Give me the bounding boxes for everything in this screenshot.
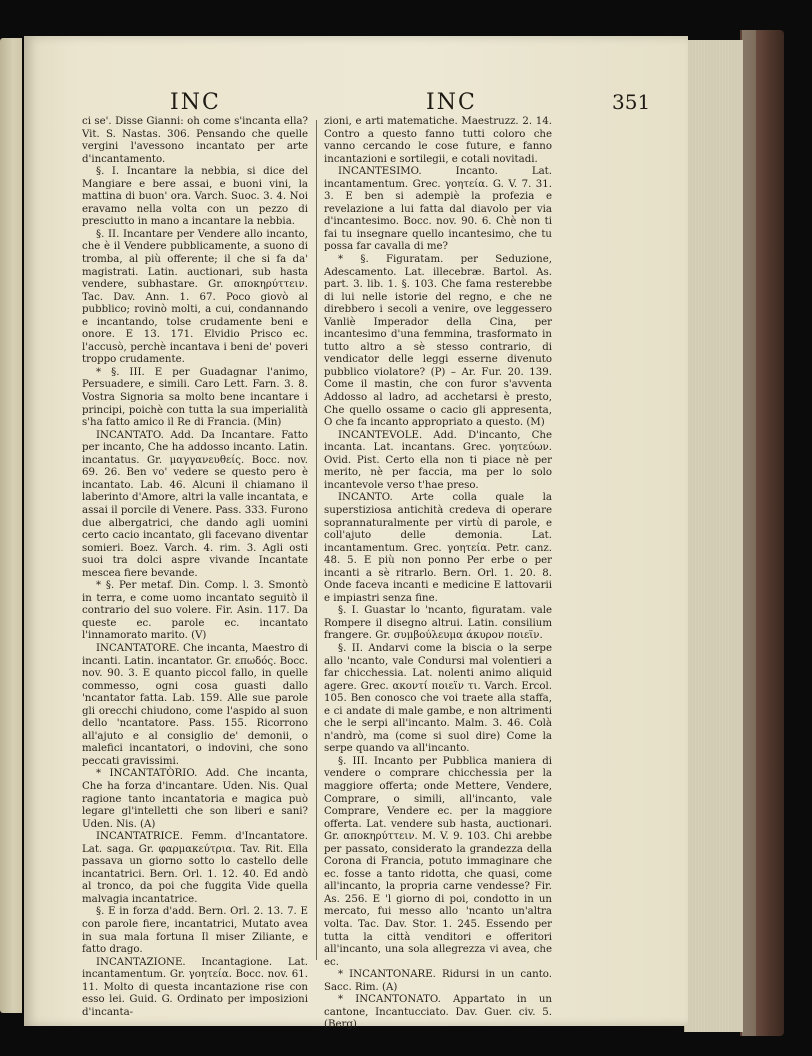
entry-text: §. III. Incanto per Pubblica maniera di vendere o comprare chicchessia per la maggiore offerta; onde Mettere, Vendere, Comprare, o simili, all'incanto, vale Comprare, Vendere ec. per la maggiore offerta. Lat. vendere sub hasta, auctionari. Gr. αποκηρύττειν. M. V. 9. 103. Chi arebbe per passato, considerato la grandezza della Corona di Francia, potuto immaginare che ec. fosse a tanto ridotta, che quasi, come all'incanto, la propria carne vendesse? Fir. As. 256. E 'l giorno di poi, condotto in un mercato, fui messo allo 'ncanto un'altra volta. Tac. Dav. Stor. 1. 245. Essendo per tutta la città venditori e offeritori all'incanto, una sola allegrezza vi avea, che ec. — [324, 755, 552, 968]
column-left — [82, 116, 308, 1019]
entry-text: §. I. Guastar lo 'ncanto, figuratam. vale Rompere il disegno altrui. Latin. consilium frangere. Gr. συμβούλευμα άκυρον ποιεϊν. — [324, 605, 552, 642]
entry-text: * §. Per metaf. Din. Comp. l. 3. Smontò in terra, e come uomo incantato seguitò il contrario del suo volere. Fir. Asin. 117. Da queste ec. parole ec. incantato l'innamorato marito. (V) — [82, 580, 308, 642]
entry-text: * §. III. E per Guadagnar l'animo, Persuadere, e simili. Caro Lett. Farn. 3. 8. Vostra Signoria sa molto bene incantare i principi, poichè con tutta la sua imperialità s'ha fatto amico il Re di Francia. (Min) — [82, 366, 308, 429]
running-head-right: INC — [426, 90, 477, 115]
entry-text: §. II. Incantare per Vendere allo incanto, che è il Vendere pubblicamente, a suono di tromba, al più offerente; il che si fa da' magistrati. Latin. auctionari, sub hasta vendere, subhastare. Gr. αποκηρύττειν. Tac. Dav. Ann. 1. 67. Poco giovò al pubblico; rovinò molti, a cui, condannando e incantando, tolse crudamente beni e onore. E 13. 171. Elvidio Prisco ec. l'accusò, perchè incantava i beni de' poveri troppo crudamente. — [82, 228, 308, 366]
entry-text: * §. Figuratam. per Seduzione, Adescamento. Lat. illecebræ. Bartol. As. part. 3. lib. 1. §. 103. Che fama resterebbe di lui nelle istorie del regno, e che ne direbbero i secoli a venire, ove leggessero Vanliè Imperador della Cina, per incantesimo d'una femmina, trasformato in tutto altro a sè stesso contrario, di vendicator delle leggi esserne divenuto pubblico violatore? (P) – Ar. Fur. 20. 139. Come il mastin, che con furor s'avventa Addosso al ladro, ad acchetarsi è presto, Che quello ossame o cacio gli appresenta, O che fa incanto appropriato a questo. (M) — [324, 254, 552, 429]
entry-text: * INCANTATÒRIO. Add. Che incanta, Che ha forza d'incantare. Uden. Nis. Qual ragione tanto incantatoria e magica può legare gl'intelletti che son liberi e sani? Uden. Nis. (A) — [82, 768, 308, 830]
entry-text: INCANTATRICE. Femm. d'Incantatore. Lat. saga. Gr. φαρμακεύτρια. Tav. Rit. Ella passava un giorno sotto lo castello delle incantatrici. Bern. Orl. 1. 12. 40. Ed andò al tronco, da poi che fuggita Vide quella malvagia incantatrice. — [82, 831, 308, 905]
running-head-left: INC — [170, 90, 221, 115]
entry-text: ci se'. Disse Gianni: oh come s'incanta ella? Vit. S. Nastas. 306. Pensando che quelle vergini l'avessono incantato per arte d'incantamento. — [82, 116, 308, 165]
facing-page-edge — [0, 38, 22, 1013]
cover-band — [742, 30, 756, 1036]
entry-text: zioni, e arti matematiche. Maestruzz. 2. 14. Contro a questo fanno tutti coloro che vanno cercando le cose future, e fanno incantazioni e sortilegii, e cotali novitadi. — [324, 116, 552, 165]
entry-text: INCANTATORE. Che incanta, Maestro di incanti. Latin. incantator. Gr. επωδός. Bocc. nov. 90. 3. E quanto piccol fallo, in quelle commesso, ogni cosa guasti dallo 'ncantator fatta. Lab. 159. Alle sue parole gli orecchi chiudono, come l'aspido al suon dello 'ncantatore. Pass. 155. Ricorrono all'ajuto e al consiglio de' demonii, o malefici incantatori, o indovini, che sono peccati gravissimi. — [82, 642, 308, 767]
entry-text: §. I. Incantare la nebbia, si dice del Mangiare e bere assai, e buoni vini, la mattina di buon' ora. Varch. Suoc. 3. 4. Noi eravamo nella volta con un pezzo di presciutto in mano a incantare la nebbia. — [82, 166, 308, 228]
page-block-edges — [684, 40, 743, 1032]
entry-text: §. II. Andarvi come la biscia o la serpe allo 'ncanto, vale Condursi mal volentieri a far chicchessia. Lat. nolenti animo aliquid agere. Grec. ακοντί ποιεϊν τι. Varch. Ercol. 105. Ben conosco che voi traete alla staffa, e ci andate di male gambe, e non altrimenti che le serpi all'incanto. Malm. 3. 46. Colà n'andrò, ma (come si suol dire) Come la serpe quando va all'incanto. — [324, 642, 552, 755]
entry-text: INCANTO. Arte colla quale la superstiziosa antichità credeva di operare soprannaturalmente per virtù di parole, e coll'ajuto delle demonia. Lat. incantamentum. Grec. γοητεία. Petr. canz. 48. 5. E più non ponno Per erbe o per incanti a sè ritrarlo. Bern. Orl. 1. 20. 8. Onde faceva incanti e medicine E lattovarii e impiastri senza fine. — [324, 492, 552, 604]
entry-text: §. E in forza d'add. Bern. Orl. 2. 13. 7. E con parole fiere, incantatrici, Mutato avea in sua mala fortuna Il miser Ziliante, e fatto drago. — [82, 906, 308, 956]
entry-text: INCANTATO. Add. Da Incantare. Fatto per incanto, Che ha addosso incanto. Latin. incantatus. Gr. μαγγανευθείς. Bocc. nov. 69. 26. Ben vo' vedere se questo pero è incantato. Lab. 46. Alcuni il chiamano il laberinto d'Amore, altri la valle incantata, e assai il porcile di Venere. Pass. 333. Furono due albergatrici, che dando agli uomini certo cacio incantato, gli facevano diventar somieri. Boez. Varch. 4. rim. 3. Agli osti suoi tra dolci aspre vivande Incantate mescea fiere bevande. — [82, 429, 308, 579]
column-right — [324, 116, 552, 1032]
column-divider — [316, 120, 317, 960]
page-number: 351 — [612, 90, 651, 114]
entry-text: INCANTEVOLE. Add. D'incanto, Che incanta. Lat. incantans. Grec. γοητεύων. Ovid. Pist. Certo ella non ti piace nè per merito, nè per faccia, ma per lo solo incantevole verso t'hae preso. — [324, 429, 552, 491]
entry-text: INCANTAZIONE. Incantagione. Lat. incantamentum. Gr. γοητεία. Bocc. nov. 61. 11. Molto di questa incantazione rise con esso lei. Guid. G. Ordinato per imposizioni d'incanta- — [82, 956, 308, 1018]
entry-text: INCANTESIMO. Incanto. Lat. incantamentum. Grec. γοητεία. G. V. 7. 31. 3. E ben si adempiè la profezia e revelazione a lui fatta dal diavolo per via d'incantesimo. Bocc. nov. 90. 6. Chè non ti fai tu insegnare quello incantesimo, che tu possa far cavalla di me? — [324, 166, 552, 253]
entry-text: * INCANTONATO. Appartato in un cantone, Incantucciato. Dav. Guer. civ. 5. (Berg) — [324, 994, 552, 1031]
entry-text: * INCANTONARE. Ridursi in un canto. Sacc. Rim. (A) — [324, 969, 552, 993]
